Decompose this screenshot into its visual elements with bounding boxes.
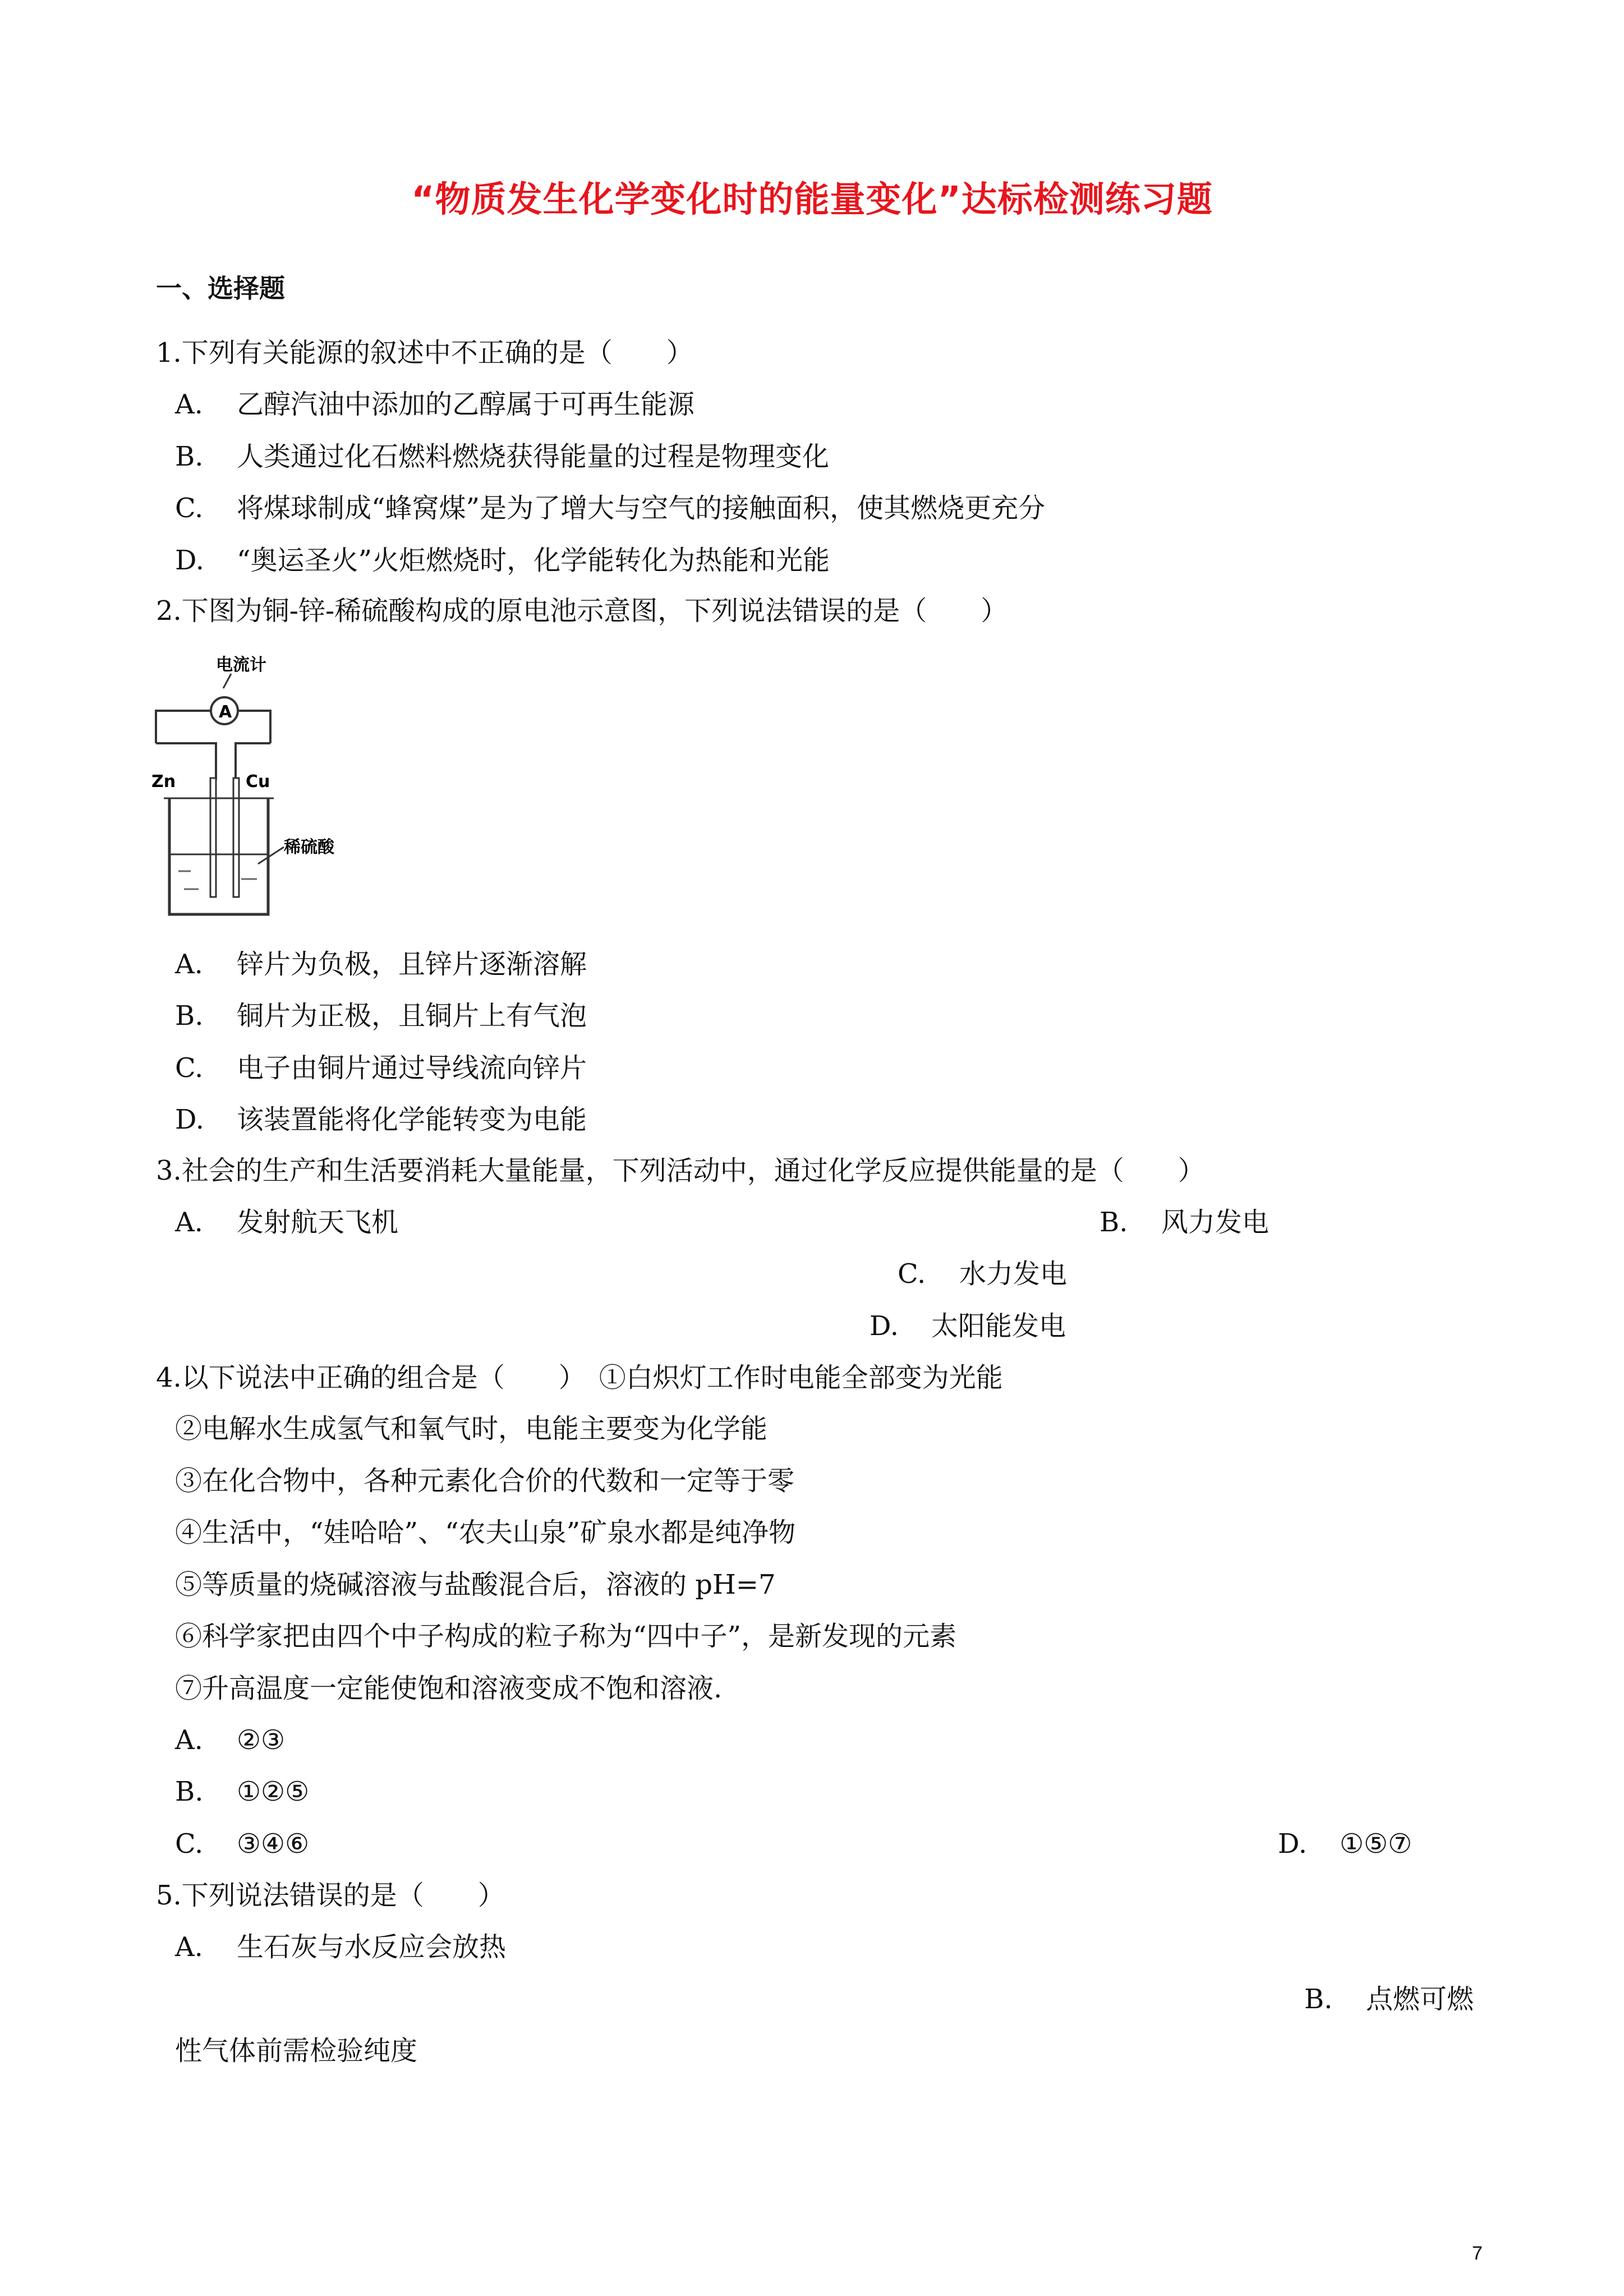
q3-option-d	[869, 1310, 1066, 1342]
option-letter: D.	[1278, 1828, 1308, 1860]
ammeter-label: 电流计	[216, 655, 266, 675]
q1-option-a	[175, 391, 694, 418]
q4-option-b	[175, 1778, 309, 1805]
option-letter: C.	[898, 1258, 926, 1290]
option-text: 铜片为正极，且铜片上有气泡	[237, 1000, 587, 1032]
option-letter: B.	[175, 1000, 204, 1032]
q3-option-c	[898, 1258, 1068, 1290]
option-text: ③④⑥	[237, 1828, 310, 1860]
option-letter: B.	[175, 1776, 204, 1807]
option-text: “奥运圣火”火炬燃烧时，化学能转化为热能和光能	[237, 545, 830, 576]
option-text: 该装置能将化学能转变为电能	[237, 1104, 587, 1135]
q2-option-a	[175, 951, 587, 978]
q4-option-c	[175, 1828, 310, 1860]
q4-option-d	[1278, 1828, 1413, 1860]
q5-stem: 5.下列说法错误的是（ ）	[156, 1880, 505, 1911]
wire-left	[156, 711, 210, 743]
option-text: 水力发电	[959, 1258, 1068, 1290]
option-letter: A.	[175, 389, 203, 420]
option-letter: D.	[175, 1104, 205, 1135]
wire-right	[238, 711, 270, 743]
galvanic-cell-figure	[151, 648, 337, 920]
q3-stem: 3.社会的生产和生活要消耗大量能量，下列活动中，通过化学反应提供能量的是（ ）	[156, 1155, 1205, 1186]
section-heading: 一、选择题	[156, 273, 285, 303]
q2-option-c	[175, 1052, 587, 1084]
zinc-label: Zn	[151, 772, 176, 792]
option-letter: C.	[175, 493, 204, 524]
option-text: 锌片为负极，且锌片逐渐溶解	[237, 949, 587, 980]
copper-label: Cu	[246, 772, 270, 792]
option-letter: A.	[175, 949, 203, 980]
q1-option-b	[175, 443, 829, 470]
q4-statement: ③在化合物中，各种元素化合价的代数和一定等于零	[175, 1465, 795, 1497]
option-letter: D.	[869, 1310, 899, 1342]
q3-option-b	[1099, 1209, 1269, 1236]
beaker-icon	[169, 798, 268, 914]
q4-statement: ⑦升高温度一定能使饱和溶液变成不饱和溶液.	[175, 1673, 723, 1704]
acid-label: 稀硫酸	[284, 838, 334, 857]
option-text: 点燃可燃	[1366, 1984, 1474, 2015]
option-letter: A.	[175, 1931, 203, 1963]
zinc-electrode	[210, 778, 216, 897]
ammeter-leader	[223, 674, 231, 688]
option-text: 生石灰与水反应会放热	[237, 1931, 507, 1963]
page-title: “物质发生化学变化时的能量变化”达标检测练习题	[411, 179, 1213, 220]
option-text: 将煤球制成“蜂窝煤”是为了增大与空气的接触面积，使其燃烧更充分	[237, 493, 1046, 524]
page-number: 7	[1472, 2243, 1483, 2264]
q4-statement: ⑤等质量的烧碱溶液与盐酸混合后，溶液的 pH=7	[175, 1569, 776, 1600]
option-letter: A.	[175, 1207, 203, 1238]
option-text: 人类通过化石燃料燃烧获得能量的过程是物理变化	[237, 441, 830, 472]
q4-statement: ⑥科学家把由四个中子构成的粒子称为“四中子”，是新发现的元素	[175, 1621, 957, 1652]
option-text: 乙醇汽油中添加的乙醇属于可再生能源	[237, 389, 695, 420]
q2-stem: 2.下图为铜-锌-稀硫酸构成的原电池示意图，下列说法错误的是（ ）	[156, 595, 1008, 627]
option-letter: C.	[175, 1052, 204, 1084]
q1-option-d	[175, 547, 830, 574]
q4-statement: ④生活中，“娃哈哈”、“农夫山泉”矿泉水都是纯净物	[175, 1517, 796, 1548]
acid-leader	[258, 847, 284, 864]
q5-option-b-continuation: 性气体前需检验纯度	[175, 2035, 418, 2067]
q1-option-c	[175, 495, 1045, 522]
q5-option-b	[1304, 1986, 1474, 2013]
q2-option-d	[175, 1106, 587, 1133]
option-letter: A.	[175, 1724, 203, 1756]
option-letter: B.	[175, 441, 204, 472]
option-letter: C.	[175, 1828, 204, 1860]
option-letter: B.	[1304, 1984, 1333, 2015]
q4-option-a	[175, 1724, 286, 1756]
q4-stem: 4.以下说法中正确的组合是（ ） ①白炽灯工作时电能全部变为光能	[156, 1362, 1003, 1393]
option-text: ②③	[237, 1724, 286, 1756]
q5-option-a	[175, 1931, 507, 1963]
q2-option-b	[175, 1000, 587, 1032]
option-letter: B.	[1099, 1207, 1128, 1238]
option-text: ①⑤⑦	[1340, 1828, 1413, 1860]
q1-stem: 1.下列有关能源的叙述中不正确的是（ ）	[156, 337, 693, 369]
option-text: 发射航天飞机	[237, 1207, 399, 1238]
option-letter: D.	[175, 545, 205, 576]
q4-statement: ②电解水生成氢气和氧气时，电能主要变为化学能	[175, 1413, 768, 1444]
option-text: 太阳能发电	[931, 1310, 1066, 1342]
ammeter-symbol: A	[219, 702, 232, 722]
q3-option-a	[175, 1209, 398, 1236]
option-text: 电子由铜片通过导线流向锌片	[237, 1052, 587, 1084]
option-text: 风力发电	[1161, 1207, 1269, 1238]
option-text: ①②⑤	[237, 1776, 310, 1807]
copper-electrode	[233, 778, 239, 897]
